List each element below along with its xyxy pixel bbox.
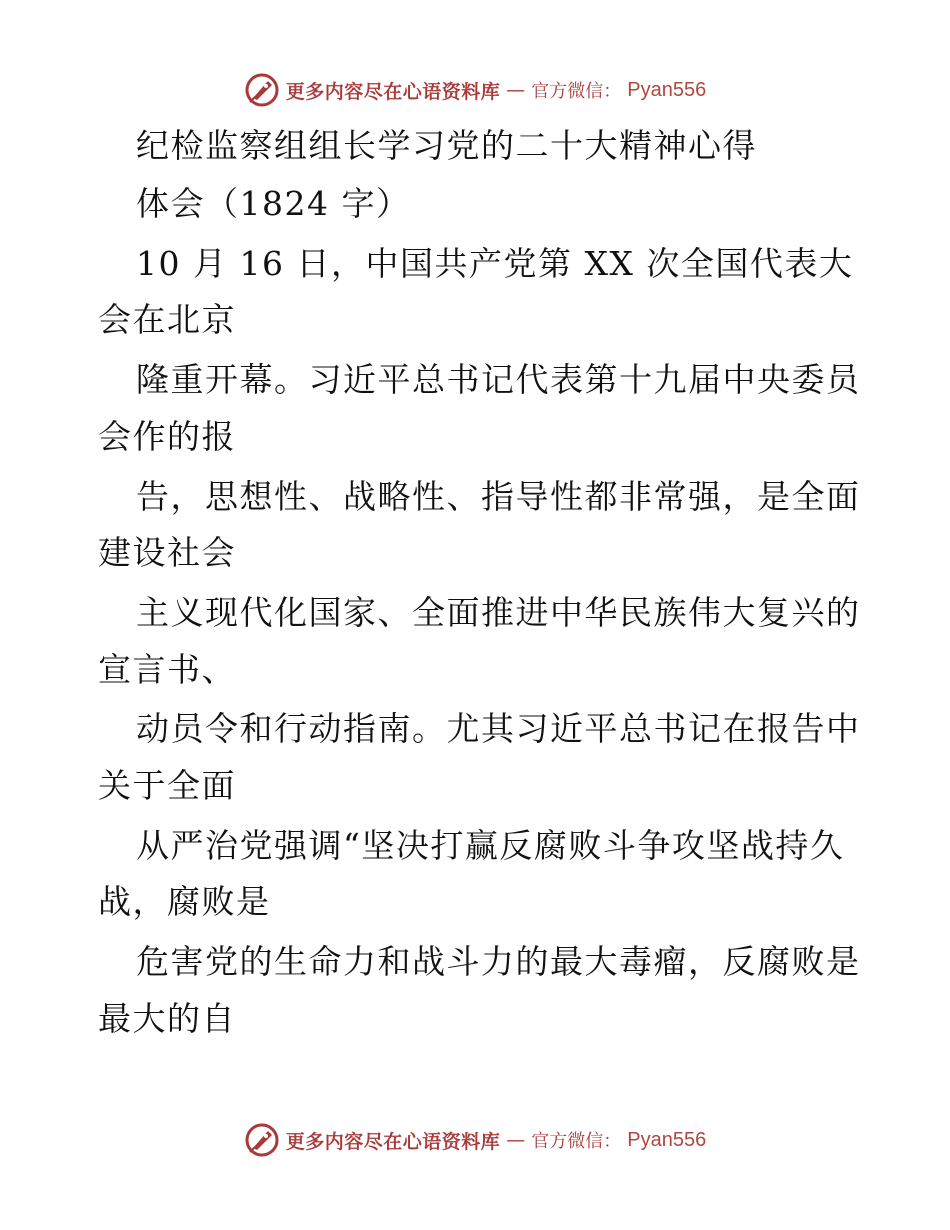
- document-text-line: 最大的自: [98, 999, 236, 1038]
- banner-dash: —: [506, 79, 526, 101]
- document-title-line-2: 体会（1824 字）: [136, 184, 411, 223]
- footer-banner: [0, 1120, 950, 1160]
- header-banner: [0, 70, 950, 110]
- document-text-line: 战，腐败是: [98, 882, 271, 921]
- document-text-line: 危害党的生命力和战斗力的最大毒瘤，反腐败是: [136, 942, 861, 981]
- document-text-line: 建设社会: [98, 533, 236, 572]
- document-text-line: 关于全面: [98, 766, 236, 805]
- document-text-line: 动员令和行动指南。尤其习近平总书记在报告中: [136, 709, 861, 748]
- banner-text: 更多内容尽在心语资料库: [285, 1130, 501, 1153]
- banner-wechat-id: Pyan556: [627, 78, 707, 101]
- document-text-line: 宣言书、: [98, 650, 236, 689]
- document-text-line: 会在北京: [98, 300, 236, 339]
- banner-wechat-id: Pyan556: [627, 1128, 707, 1151]
- document-text-line: 主义现代化国家、全面推进中华民族伟大复兴的: [136, 593, 861, 632]
- document-text-line: 隆重开幕。习近平总书记代表第十九届中央委员: [136, 360, 861, 399]
- document-text-line: 告，思想性、战略性、指导性都非常强，是全面: [136, 477, 861, 516]
- banner-text: 更多内容尽在心语资料库: [285, 80, 501, 103]
- banner-dash: —: [506, 1129, 526, 1151]
- document-text-line: 从严治党强调“坚决打赢反腐败斗争攻坚战持久: [136, 826, 845, 865]
- document-text-line: 会作的报: [98, 417, 236, 456]
- document-title-line-1: 纪检监察组组长学习党的二十大精神心得: [136, 126, 757, 165]
- banner-label: 官方微信：: [531, 1131, 622, 1152]
- banner-label: 官方微信：: [531, 81, 622, 102]
- pen-nib-logo-icon: [244, 1122, 280, 1158]
- pen-nib-logo-icon: [244, 72, 280, 108]
- document-text-line: 10 月 16 日，中国共产党第 XX 次全国代表大: [136, 244, 854, 283]
